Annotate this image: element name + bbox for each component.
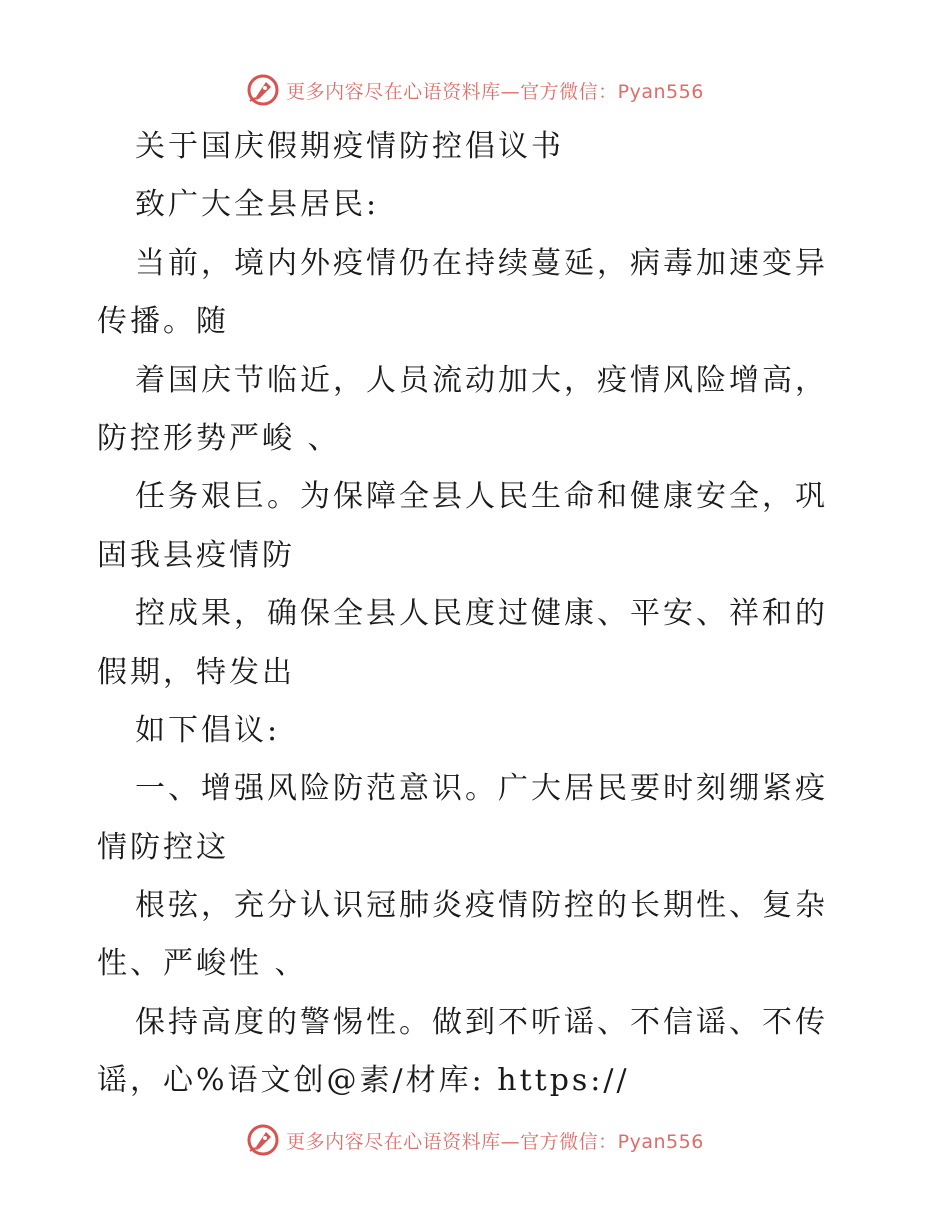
salutation: 致广大全县居民: <box>135 187 380 223</box>
paragraph-line: 根弦，充分认识冠肺炎疫情防控的长期性、复杂 <box>135 888 828 924</box>
section-heading-line: 一、增强风险防范意识。广大居民要时刻绷紧疫 <box>135 771 828 807</box>
paragraph-line: 假期，特发出 <box>97 654 295 690</box>
pen-nib-circle-icon <box>246 1123 280 1157</box>
paragraph-line: 如下倡议: <box>135 712 281 748</box>
paragraph-line: 传播。随 <box>97 304 229 340</box>
paragraph-line: 固我县疫情防 <box>97 537 295 573</box>
paragraph-line: 防控形势严峻 、 <box>97 420 341 456</box>
paragraph-line: 着国庆节临近，人员流动加大，疫情风险增高， <box>135 362 828 398</box>
document-body <box>97 118 857 1111</box>
paragraph-line: 情防控这 <box>97 829 229 865</box>
paragraph-line: 谣，心%语文创@素/材库: https:// <box>97 1063 630 1099</box>
watermark-header <box>0 70 950 110</box>
document-title: 关于国庆假期疫情防控倡议书 <box>135 129 564 164</box>
paragraph-line: 保持高度的警惕性。做到不听谣、不信谣、不传 <box>135 1004 828 1040</box>
paragraph-line: 性、严峻性 、 <box>97 946 308 982</box>
watermark-text: 更多内容尽在心语资料库—官方微信：Pyan556 <box>286 80 704 103</box>
paragraph-line: 任务艰巨。为保障全县人民生命和健康安全，巩 <box>135 479 828 515</box>
paragraph-line: 当前，境内外疫情仍在持续蔓延，病毒加速变异 <box>135 245 828 281</box>
paragraph-line: 控成果，确保全县人民度过健康、平安、祥和的 <box>135 596 828 632</box>
pen-nib-circle-icon <box>246 73 280 107</box>
watermark-text: 更多内容尽在心语资料库—官方微信：Pyan556 <box>286 1130 704 1153</box>
watermark-footer <box>0 1120 950 1160</box>
